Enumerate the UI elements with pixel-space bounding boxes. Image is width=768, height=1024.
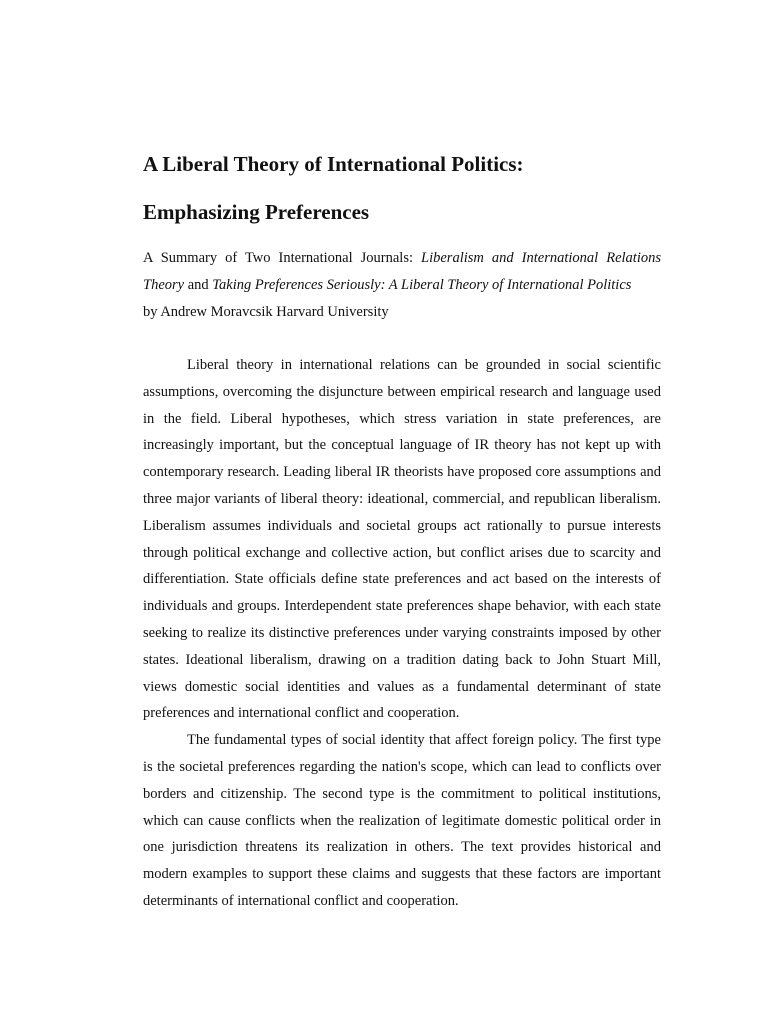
- title-line-1: A Liberal Theory of International Politics:: [143, 152, 524, 176]
- byline: by Andrew Moravcsik Harvard University: [143, 304, 389, 320]
- journal-title-2: Taking Preferences Seriously: A Liberal Theory of International Politics: [212, 277, 632, 293]
- paragraph-2: The fundamental types of social identity that affect foreign policy. The first type is the societal preferences regarding the nation's scope, which can lead to conflicts over borders and citizenship. The second type is the commitment to political institutions, which can cause conflicts when the realization of legitimate domestic political order in one jurisdiction threatens its realization in others. The text provides historical and modern examples to support these claims and suggests that these factors are important determinants of international conflict and cooperation.: [143, 732, 661, 909]
- document-title: [143, 140, 661, 236]
- document-subtitle: [143, 245, 661, 326]
- journal-title-1: Liberalism and International Relations Theory: [143, 250, 661, 293]
- title-line-2: Emphasizing Preferences: [143, 200, 370, 224]
- subtitle-connector: and: [184, 277, 213, 293]
- document-body: [143, 352, 661, 915]
- subtitle-prefix: A Summary of Two International Journals:: [143, 250, 422, 266]
- document-page: [143, 140, 661, 915]
- paragraph-1: Liberal theory in international relations can be grounded in social scientific assumptions, overcoming the disjuncture between empirical research and language used in the field. Liberal hypotheses, which stress variation in state preferences, are increasingly important, but the conceptual language of IR theory has not kept up with contemporary research. Leading liberal IR theorists have proposed core assumptions and three major variants of liberal theory: ideational, commercial, and republican liberalism. Liberalism assumes individuals and societal groups act rationally to pursue interests through political exchange and collective action, but conflict arises due to scarcity and differentiation. State officials define state preferences and act based on the interests of individuals and groups. Interdependent state preferences shape behavior, with each state seeking to realize its distinctive preferences under varying constraints imposed by other states. Ideational liberalism, drawing on a tradition dating back to John Stuart Mill, views domestic social identities and values as a fundamental determinant of state preferences and international conflict and cooperation.: [143, 357, 661, 722]
